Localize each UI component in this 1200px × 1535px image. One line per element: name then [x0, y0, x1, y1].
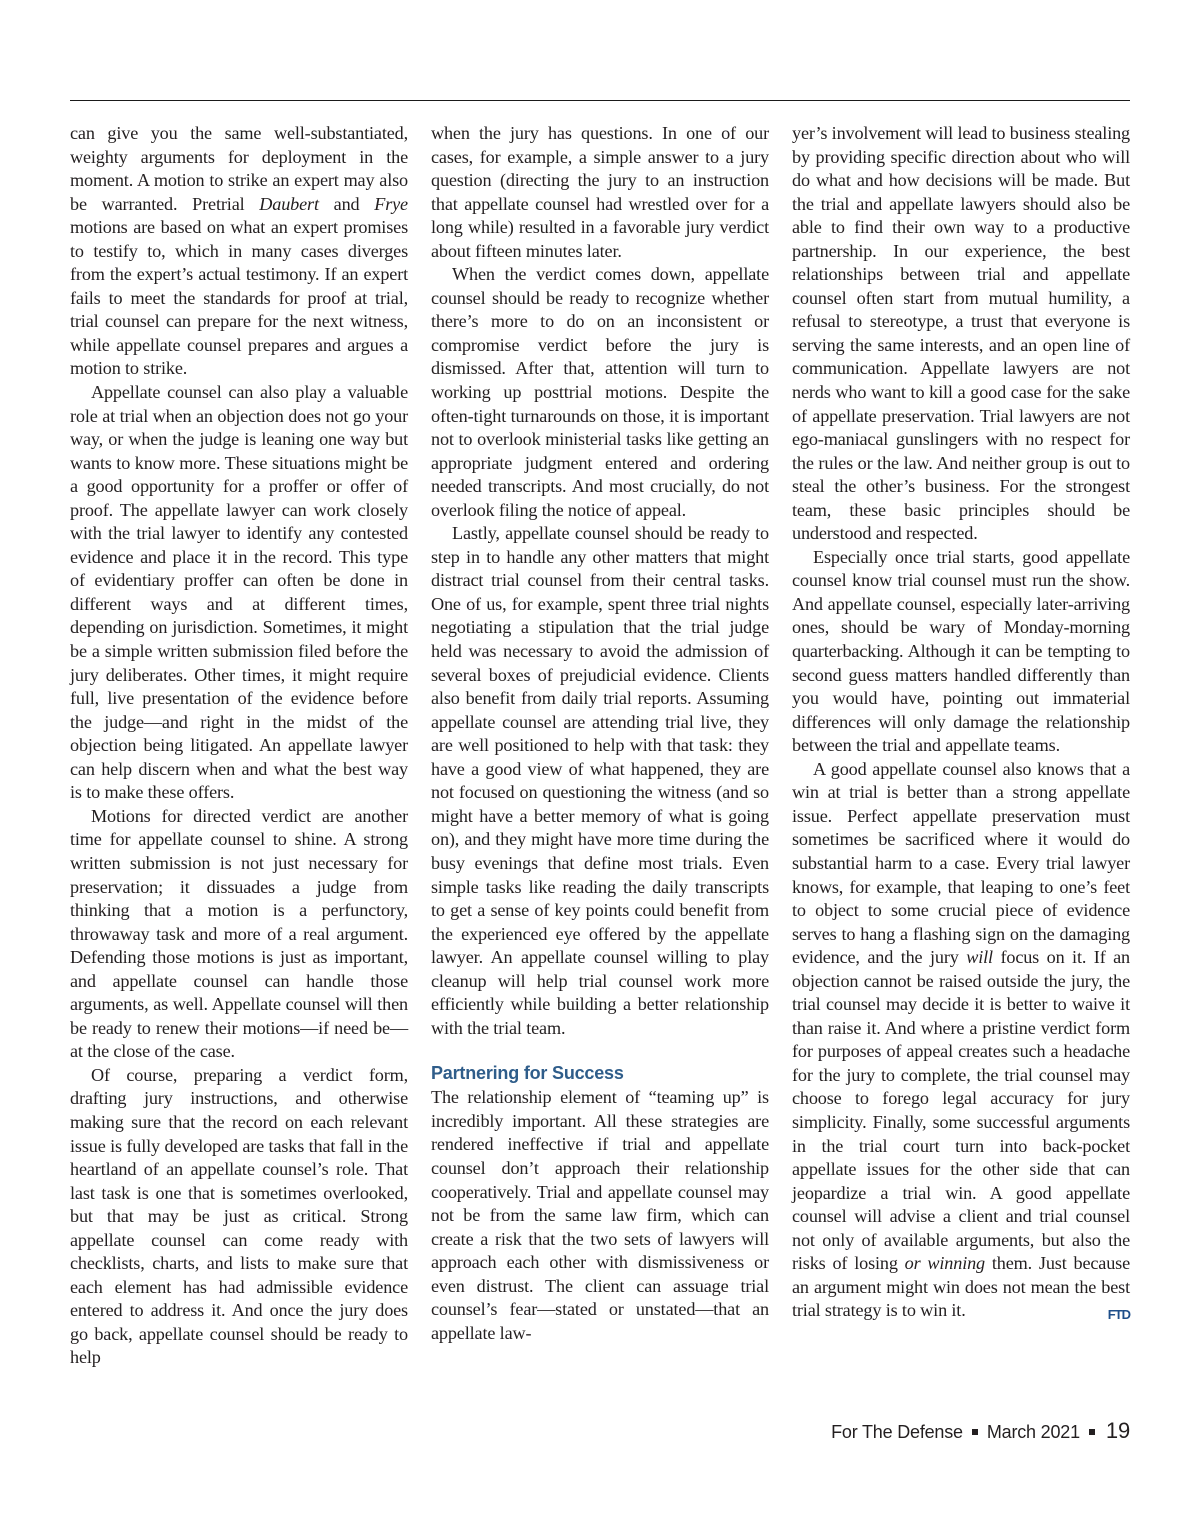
- paragraph: When the verdict comes down, appellate counsel should be ready to recognize whether there’s more to do on an inconsistent or compromise verdict before the jury is dismissed. After that, attention will turn to working up posttrial motions. Despite the often-tight turnarounds on those, it is important not to overlook ministerial tasks like getting an appropriate judgment entered and ordering needed transcripts. And most crucially, do not overlook filing the notice of appeal.: [431, 264, 769, 520]
- publication-name: For The Defense: [831, 1422, 963, 1442]
- paragraph: yer’s involvement will lead to business stealing by providing specific direction about who will do what and how decisions will be made. But the trial and appellate lawyers should also be able to find their own way to a productive partnership. In our experience, the best relationships between trial and appellate counsel often start from mutual humility, a refusal to stereotype, a trust that everyone is serving the same interests, and an open line of communication. Appellate lawyers are not nerds who want to kill a good case for the sake of appellate preservation. Trial lawyers are not ego-maniacal gunslingers with no respect for the rules or the law. And neither group is out to steal the other’s business. For the strongest team, these basic principles should be understood and respected.: [792, 123, 1130, 544]
- article-column-3: [792, 122, 1130, 1327]
- paragraph: Especially once trial starts, good appellate counsel know trial counsel must run the show. And appellate counsel, especially later-arriving ones, should be wary of Monday-morning quarterbacking. Although it can be tempting to second guess matters handled differently than you would have, pointing out immaterial differences will only damage the relationship between the trial and appellate teams.: [792, 546, 1130, 756]
- article-column-1: [70, 122, 408, 1370]
- paragraph: A good appellate counsel also knows that a win at trial is better than a strong appellate issue. Perfect appellate preservation must sometimes be sacrificed where it would do substantial harm to a case. Every trial lawyer knows, for example, that leaping to one’s feet to object to some crucial piece of evidence serves to hang a flashing sign on the damaging evidence, and the jury will focus on it. If an objection cannot be raised outside the jury, the trial counsel may decide it is better to waive it than raise it. And where a pristine verdict form for purposes of appeal creates such a headache for the jury to complete, the trial counsel may choose to forego legal accuracy for jury simplicity. Finally, some successful arguments in the trial court turn into back-pocket appellate issues for the other side that can jeopardize a trial win. A good appellate counsel will advise a client and trial counsel not only of available arguments, but also the risks of losing or winning them. Just because an argument might win does not mean the best trial strategy is to win it. FTD: [792, 758, 1130, 1323]
- article-column-2: [431, 122, 769, 1345]
- paragraph: Lastly, appellate counsel should be ready to step in to handle any other matters that might distract trial counsel from their central tasks. One of us, for example, spent three trial nights negotiating a stipulation that the trial judge held was necessary to avoid the admission of several boxes of prejudicial evidence. Clients also benefit from daily trial reports. Assuming appellate counsel are attending trial live, they are well positioned to help with that task: they have a good view of what happened, they are not focused on questioning the witness (and so might have a better memory of what is going on), and they might have more time during the busy evenings that define most trials. Even simple tasks like reading the daily transcripts to get a sense of key points could benefit from the experienced eye offered by the appellate lawyer. An appellate counsel willing to play cleanup will help trial counsel work more efficiently while building a better relationship with the trial team.: [431, 523, 769, 1038]
- paragraph: The relationship element of “teaming up” is incredibly important. All these strategies are rendered ineffective if trial and appellate counsel don’t approach their relationship cooperatively. Trial and appellate counsel may not be from the same law firm, which can create a risk that the two sets of lawyers will approach each other with dismissiveness or even distrust. The client can assuage trial counsel’s fear—stated or unstated—that an appellate law-: [431, 1087, 769, 1343]
- bullet-separator: [1089, 1429, 1095, 1435]
- paragraph: when the jury has questions. In one of our cases, for example, a simple answer to a jury question (directing the jury to an instruction that appellate counsel had wrestled over for a long while) resulted in a favorable jury verdict about fifteen minutes later.: [431, 123, 769, 261]
- page-footer: [831, 1418, 1130, 1444]
- paragraph: Of course, preparing a verdict form, drafting jury instructions, and otherwise making sure that the record on each relevant issue is fully developed are tasks that fall in the heartland of an appellate counsel’s role. That last task is one that is sometimes overlooked, but that may be just as critical. Strong appellate counsel can come ready with checklists, charts, and lists to make sure that each element has had admissible evidence entered to address it. And once the jury does go back, appellate counsel should be ready to help: [70, 1064, 408, 1368]
- page-number: 19: [1105, 1418, 1130, 1443]
- paragraph: Motions for directed verdict are another time for appellate counsel to shine. A strong written submission is not just necessary for preservation; it dissuades a judge from thinking that a motion is a perfunctory, throwaway task and more of a real argument. Defending those motions is just as important, and appellate counsel can handle those arguments, as well. Appellate counsel will then be ready to renew their motions—if need be—at the close of the case.: [70, 805, 408, 1062]
- section-heading: Partnering for Success: [431, 1063, 624, 1084]
- issue-date: March 2021: [986, 1422, 1080, 1442]
- top-rule: [70, 100, 1130, 101]
- paragraph: can give you the same well-substantiated, weighty arguments for deployment in the moment. A motion to strike an expert may also be warranted. Pretrial Daubert and Frye motions are based on what an expert promises to testify to, which in many cases diverges from the expert’s actual testimony. If an expert fails to meet the standards for proof at trial, trial counsel can prepare for the next witness, while appellate counsel prepares and argues a motion to strike.: [70, 123, 408, 379]
- ftd-end-mark-icon: FTD: [1107, 1307, 1130, 1323]
- bullet-separator: [972, 1429, 978, 1435]
- paragraph: Appellate counsel can also play a valuable role at trial when an objection does not go your way, or when the judge is leaning one way but wants to know more. These situations might be a good opportunity for a proffer or offer of proof. The appellate lawyer can work closely with the trial lawyer to identify any contested evidence and place it in the record. This type of evidentiary proffer can often be done in different ways and at different times, depending on jurisdiction. Sometimes, it might be a simple written submission filed before the jury deliberates. Other times, it might require full, live presentation of the evidence before the judge—and right in the midst of the objection being litigated. An appellate lawyer can help discern when and what the best way is to make these offers.: [70, 382, 408, 803]
